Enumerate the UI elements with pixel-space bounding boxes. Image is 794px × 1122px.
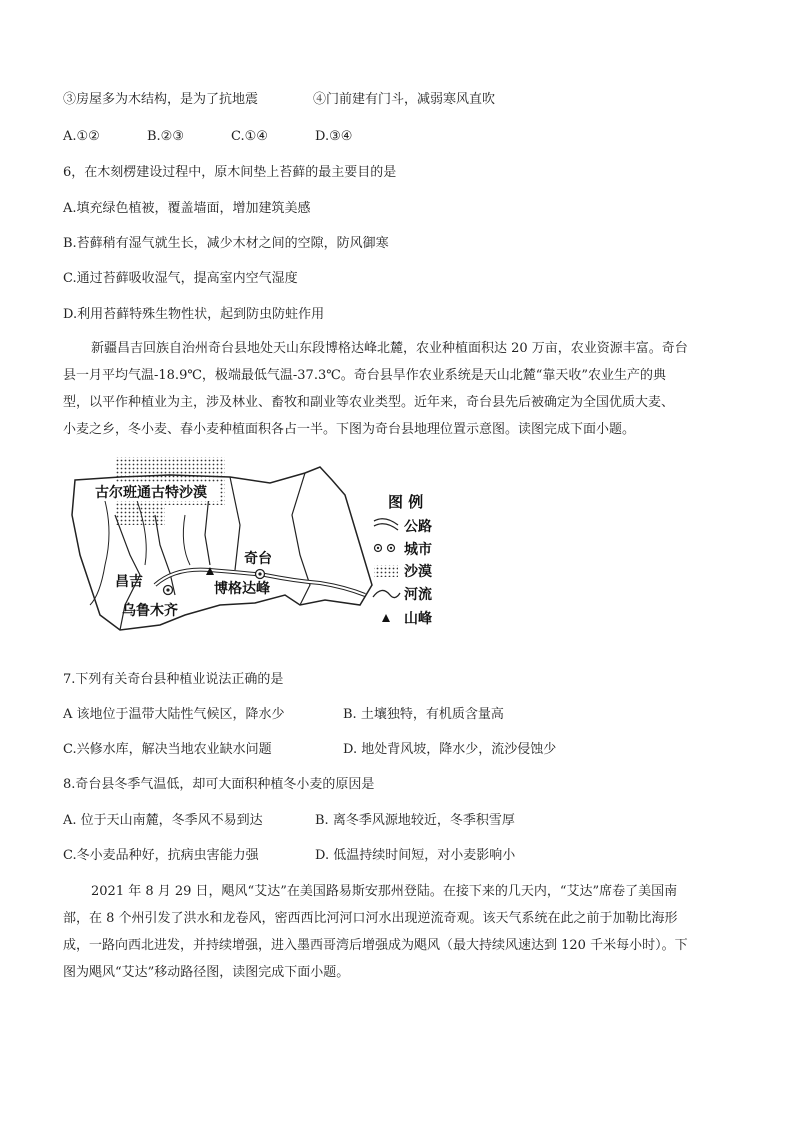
legend-peak-icon: [382, 614, 390, 622]
city-urumqi-marker: [164, 586, 173, 595]
q6-option-a: A.填充绿色植被，覆盖墙面，增加建筑美感: [63, 201, 311, 216]
legend-highway: 公路: [404, 519, 432, 535]
passage1-line4: 小麦之乡，冬小麦、春小麦种植面积各占一半。下图为奇台县地理位置示意图。读图完成下面小题。: [63, 422, 636, 437]
q7-option-d: D. 地处背风坡，降水少，流沙侵蚀少: [343, 742, 557, 757]
option-b: B.②③: [147, 129, 184, 144]
legend-city: 城市: [404, 542, 432, 558]
desert-label: 古尔班通古特沙漠: [95, 485, 207, 501]
passage1-line1: 新疆昌吉回族自治州奇台县地处天山东段博格达峰北麓，农业种植面积达 20 万亩，农业资源丰富。奇台: [91, 341, 688, 356]
q5-options: [63, 128, 352, 146]
q7-option-a: A 该地位于温带大陆性气候区，降水少: [63, 707, 285, 722]
legend-river-icon: [373, 590, 400, 597]
legend-peak: 山峰: [404, 611, 432, 627]
passage1-line2: 县一月平均气温-18.9℃，极端最低气温-37.3℃。奇台县旱作农业系统是天山北麓“靠天收”农业生产的典: [63, 368, 667, 383]
legend-city-icon: [375, 545, 395, 552]
river-1: [90, 485, 109, 605]
q6-option-b: B.苔藓稍有湿气就生长，减少木材之间的空隙，防风御寒: [63, 236, 389, 251]
legend-desert-icon: [374, 565, 398, 577]
q8-option-c: C.冬小麦品种好，抗病虫害能力强: [63, 848, 259, 863]
peak-label: 博格达峰: [214, 581, 270, 597]
q8-option-a: A. 位于天山南麓，冬季风不易到达: [63, 813, 263, 828]
q7-option-c: C.兴修水库，解决当地农业缺水问题: [63, 742, 272, 757]
legend-title: 图 例: [388, 493, 424, 511]
river-3: [183, 515, 190, 565]
qitai-location-map: [60, 455, 460, 645]
city-qitai-marker: [256, 570, 265, 579]
passage2-line3: 成，一路向西北进发，并持续增强，进入墨西哥湾后增强成为飓风（最大持续风速达到 120 千米每小时）。下: [63, 938, 688, 953]
boundary-jimsar: [230, 477, 240, 570]
legend-river: 河流: [404, 587, 432, 603]
legend-highway-icon: [374, 519, 398, 530]
q8-option-b: B. 离冬季风源地较近，冬季积雪厚: [315, 813, 515, 828]
statement-3: ③房屋多为木结构，是为了抗地震: [63, 92, 259, 107]
q8-question: 8.奇台县冬季气温低，却可大面积种植冬小麦的原因是: [63, 777, 375, 792]
q6-question: 6，在木刻楞建设过程中，原木间垫上苔藓的最主要目的是: [63, 165, 397, 180]
statement-4: ④门前建有门斗，减弱寒风直吹: [313, 92, 496, 107]
q6-option-d: D.利用苔藓特殊生物性状，起到防虫防蛀作用: [63, 307, 325, 322]
option-a: A.①②: [63, 129, 100, 144]
legend-desert: 沙漠: [404, 564, 432, 580]
passage2-line1: 2021 年 8 月 29 日，飓风“艾达”在美国路易斯安那州登陆。在接下来的几天内，“艾达”席卷了美国南: [91, 884, 678, 899]
q7-option-b: B. 土壤独特，有机质含量高: [343, 707, 504, 722]
passage2-line2: 部，在 8 个州引发了洪水和龙卷风，密西西比河河口河水出现逆流奇观。该天气系统在此之前于加勒比海形: [63, 911, 678, 926]
city-urumqi-label: 乌鲁木齐: [122, 603, 178, 619]
q7-question: 7.下列有关奇台县种植业说法正确的是: [63, 672, 284, 687]
passage1-line3: 型，以平作种植业为主，涉及林业、畜牧和副业等农业类型。近年来，奇台县先后被确定为全国优质大麦、: [63, 395, 675, 410]
option-d: D.③④: [315, 129, 353, 144]
q6-option-c: C.通过苔藓吸收湿气，提高室内空气湿度: [63, 271, 298, 286]
passage2-line4: 图为飓风“艾达”移动路径图，读图完成下面小题。: [63, 965, 350, 980]
desert-area-lower: [115, 505, 165, 525]
city-changji-label: 昌吉: [115, 574, 143, 590]
option-c: C.①④: [231, 129, 268, 144]
boundary-qitai: [292, 473, 310, 605]
city-qitai-label: 奇台: [244, 551, 272, 567]
q8-option-d: D. 低温持续时间短，对小麦影响小: [315, 848, 516, 863]
